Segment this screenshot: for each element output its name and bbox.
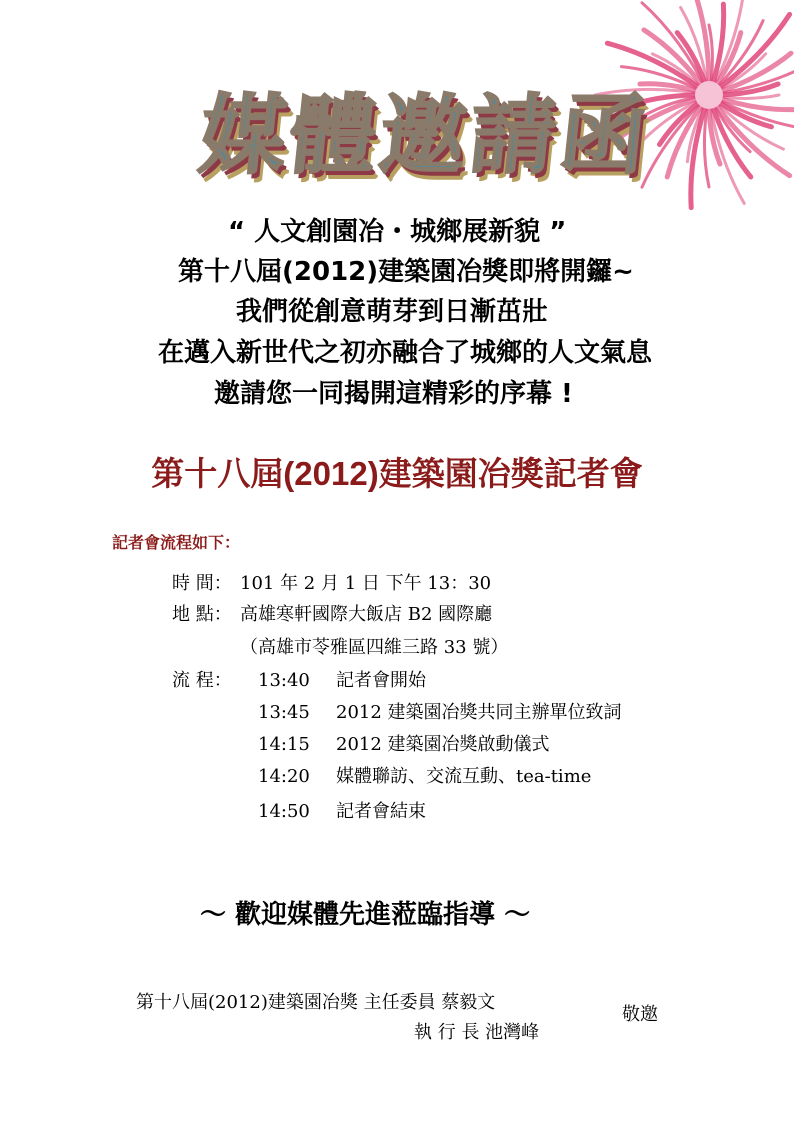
address: （高雄市苓雅區四維三路 33 號） [240,637,509,658]
place-value: 高雄寒軒國際大飯店 B2 國際廳 [240,604,493,625]
flow-item-desc: 2012 建築園冶獎共同主辦單位致詞 [336,702,622,723]
flow-label: 流 程： [172,670,232,691]
flow-title: 記者會流程如下： [112,533,241,552]
flow-item-time: 13:45 [258,702,310,723]
intro-line-5: 邀請您一同揭開這精彩的序幕 ! [214,379,573,409]
intro-line-4: 在邁入新世代之初亦融合了城鄉的人文氣息 [158,338,653,368]
invite-text: 敬邀 [622,1004,658,1025]
welcome-message: ～ 歡迎媒體先進蒞臨指導 ～ [200,900,531,930]
flow-item-time: 14:50 [258,801,310,822]
flow-item-desc: 媒體聯訪、交流互動、tea-time [336,766,592,787]
flow-item-time: 13:40 [258,670,310,691]
time-value: 101 年 2 月 1 日 下午 13：30 [240,573,492,594]
intro-line-2: 第十八屆(2012)建築園冶獎即將開鑼~ [178,257,634,287]
page-title: 媒體邀請函 [194,86,656,186]
press-conference-headline: 第十八屆(2012)建築園冶獎記者會 [151,455,643,492]
intro-line-3: 我們從創意萌芽到日漸茁壯 [236,297,549,327]
intro-slogan: “ 人文創園冶・城鄉展新貌 ” [228,217,567,247]
time-label: 時 間： [172,573,232,594]
signature-line-1: 第十八屆(2012)建築園冶獎 主任委員 蔡毅文 [136,992,496,1013]
flow-item-desc: 記者會結束 [336,801,426,822]
flow-item-desc: 2012 建築園冶獎啟動儀式 [336,734,550,755]
flow-item-desc: 記者會開始 [336,670,426,691]
place-label: 地 點： [172,604,232,625]
signature-line-2: 執 行 長 池灣峰 [414,1022,540,1043]
flow-item-time: 14:20 [258,766,310,787]
flow-item-time: 14:15 [258,734,310,755]
